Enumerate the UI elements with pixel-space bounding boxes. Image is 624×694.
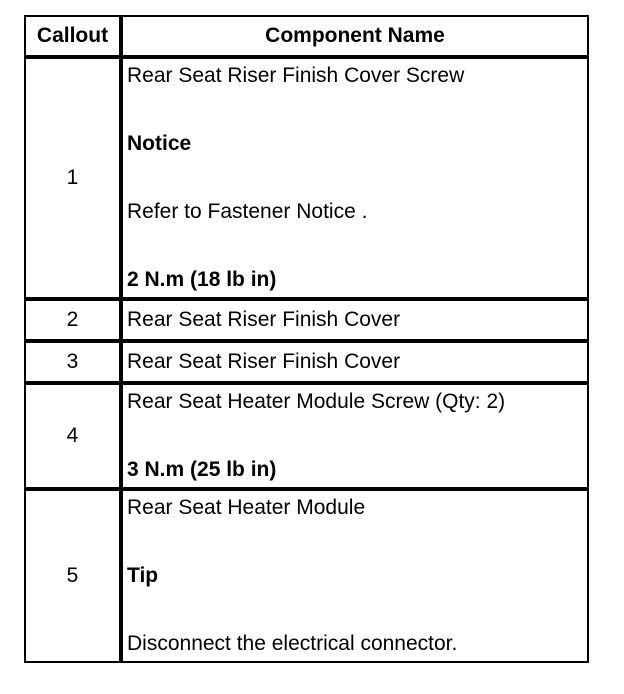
callout-number: 4 [24, 383, 121, 489]
torque-spec: 3 N.m (25 lb in) [127, 458, 277, 481]
tip-label: Tip [127, 564, 159, 587]
component-name-text: Rear Seat Heater Module Screw (Qty: 2) [127, 390, 506, 413]
callout-number: 3 [24, 341, 121, 383]
component-name-text: Rear Seat Riser Finish Cover [127, 308, 401, 331]
header-component-name: Component Name [121, 15, 589, 57]
component-cell [121, 57, 589, 299]
notice-text: Refer to Fastener Notice . [127, 200, 368, 223]
table-row [24, 341, 589, 383]
component-cell [121, 299, 589, 341]
table-row [24, 299, 589, 341]
table-header-row [24, 15, 589, 57]
callout-number: 2 [24, 299, 121, 341]
callout-number: 1 [24, 57, 121, 299]
table-row [24, 489, 589, 663]
header-callout: Callout [24, 15, 121, 57]
component-cell [121, 489, 589, 663]
component-name-text: Rear Seat Heater Module [127, 496, 366, 519]
tip-text: Disconnect the electrical connector. [127, 632, 458, 655]
component-table [24, 15, 589, 663]
component-name-text: Rear Seat Riser Finish Cover [127, 350, 401, 373]
torque-spec: 2 N.m (18 lb in) [127, 268, 277, 291]
table-row [24, 57, 589, 299]
callout-number: 5 [24, 489, 121, 663]
notice-label: Notice [127, 132, 192, 155]
component-cell [121, 341, 589, 383]
component-cell [121, 383, 589, 489]
component-name-text: Rear Seat Riser Finish Cover Screw [127, 64, 465, 87]
table-row [24, 383, 589, 489]
